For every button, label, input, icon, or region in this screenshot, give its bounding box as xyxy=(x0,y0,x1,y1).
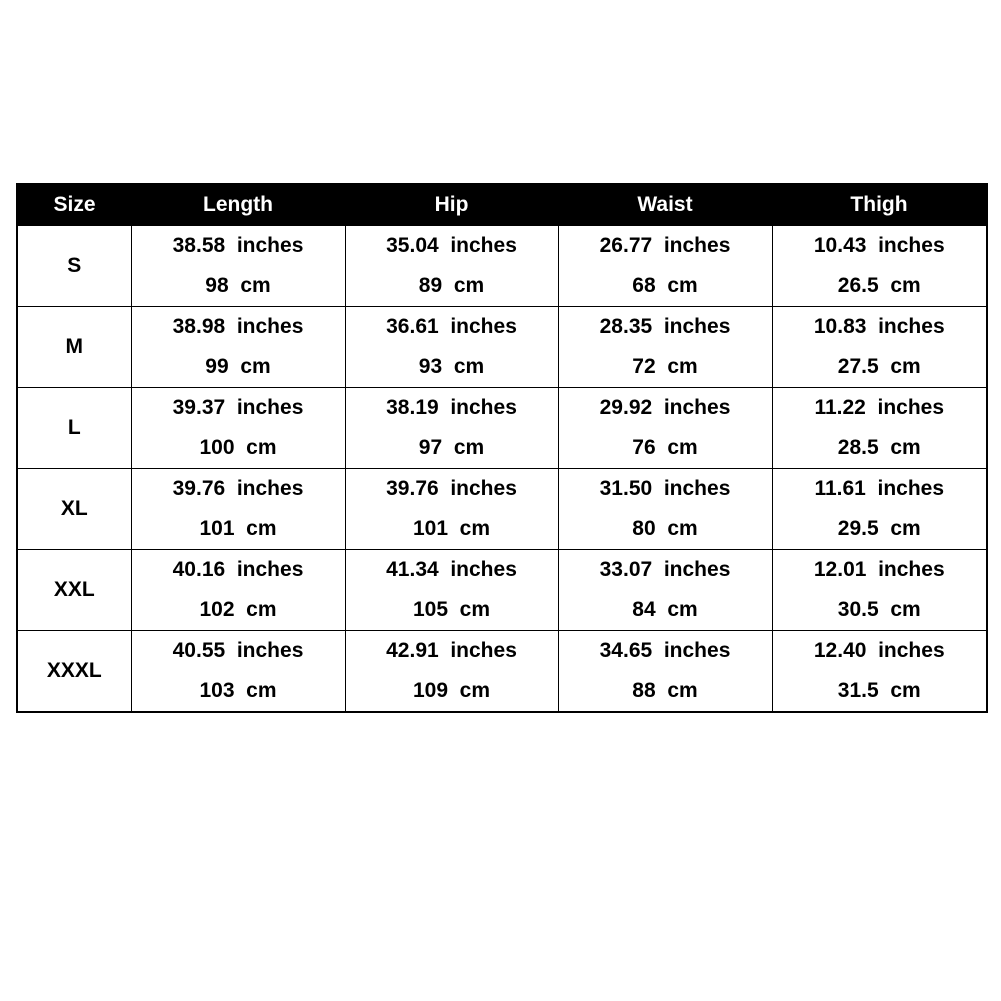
inches-value: 42.91 inches xyxy=(386,639,517,662)
length-cell xyxy=(131,550,345,631)
cm-value: 101 cm xyxy=(412,517,491,540)
cm-value: 30.5 cm xyxy=(837,598,921,621)
table-row xyxy=(17,307,987,388)
table-row xyxy=(17,226,987,307)
cm-value: 76 cm xyxy=(632,436,698,459)
size-chart-table xyxy=(16,183,988,713)
thigh-cell xyxy=(772,226,987,307)
hip-cell xyxy=(345,307,558,388)
thigh-cell xyxy=(772,388,987,469)
length-cell xyxy=(131,469,345,550)
cm-value: 89 cm xyxy=(418,274,485,297)
waist-cell xyxy=(558,307,772,388)
inches-value: 36.61 inches xyxy=(386,315,517,338)
inches-value: 40.16 inches xyxy=(172,558,304,581)
length-cell xyxy=(131,388,345,469)
inches-value: 39.76 inches xyxy=(172,477,304,500)
cm-value: 68 cm xyxy=(632,274,698,297)
inches-value: 34.65 inches xyxy=(599,639,731,662)
thigh-cell xyxy=(772,550,987,631)
inches-value: 39.76 inches xyxy=(386,477,517,500)
size-label: S xyxy=(17,226,131,307)
waist-cell xyxy=(558,469,772,550)
cm-value: 101 cm xyxy=(199,517,277,540)
table-row xyxy=(17,550,987,631)
cm-value: 84 cm xyxy=(632,598,698,621)
cm-value: 93 cm xyxy=(418,355,485,378)
header-size: Size xyxy=(17,184,131,226)
table-row xyxy=(17,631,987,713)
cm-value: 99 cm xyxy=(205,355,271,378)
inches-value: 11.61 inches xyxy=(814,477,945,500)
header-row xyxy=(17,184,987,226)
inches-value: 41.34 inches xyxy=(386,558,517,581)
waist-cell xyxy=(558,550,772,631)
header-thigh: Thigh xyxy=(772,184,987,226)
inches-value: 12.01 inches xyxy=(813,558,945,581)
hip-cell xyxy=(345,469,558,550)
cm-value: 103 cm xyxy=(199,679,277,702)
cm-value: 97 cm xyxy=(418,436,485,459)
cm-value: 26.5 cm xyxy=(837,274,921,297)
cm-value: 28.5 cm xyxy=(837,436,921,459)
cm-value: 27.5 cm xyxy=(837,355,921,378)
cm-value: 100 cm xyxy=(199,436,277,459)
table-row xyxy=(17,388,987,469)
inches-value: 28.35 inches xyxy=(599,315,731,338)
inches-value: 38.58 inches xyxy=(172,234,304,257)
hip-cell xyxy=(345,388,558,469)
size-label: XXXL xyxy=(17,631,131,713)
size-label: XL xyxy=(17,469,131,550)
length-cell xyxy=(131,226,345,307)
header-length: Length xyxy=(131,184,345,226)
inches-value: 10.83 inches xyxy=(813,315,945,338)
waist-cell xyxy=(558,226,772,307)
inches-value: 38.19 inches xyxy=(386,396,517,419)
cm-value: 109 cm xyxy=(412,679,491,702)
table-body xyxy=(17,226,987,713)
inches-value: 39.37 inches xyxy=(172,396,304,419)
length-cell xyxy=(131,307,345,388)
inches-value: 12.40 inches xyxy=(813,639,945,662)
cm-value: 72 cm xyxy=(632,355,698,378)
cm-value: 29.5 cm xyxy=(837,517,921,540)
size-label: XXL xyxy=(17,550,131,631)
length-cell xyxy=(131,631,345,713)
inches-value: 26.77 inches xyxy=(599,234,731,257)
inches-value: 29.92 inches xyxy=(599,396,731,419)
hip-cell xyxy=(345,631,558,713)
table-header xyxy=(17,184,987,226)
waist-cell xyxy=(558,388,772,469)
inches-value: 10.43 inches xyxy=(813,234,945,257)
cm-value: 98 cm xyxy=(205,274,271,297)
header-hip: Hip xyxy=(345,184,558,226)
inches-value: 38.98 inches xyxy=(172,315,304,338)
size-label: L xyxy=(17,388,131,469)
inches-value: 40.55 inches xyxy=(172,639,304,662)
thigh-cell xyxy=(772,307,987,388)
inches-value: 31.50 inches xyxy=(599,477,731,500)
cm-value: 80 cm xyxy=(632,517,698,540)
cm-value: 88 cm xyxy=(632,679,698,702)
cm-value: 102 cm xyxy=(199,598,277,621)
cm-value: 105 cm xyxy=(412,598,491,621)
hip-cell xyxy=(345,550,558,631)
hip-cell xyxy=(345,226,558,307)
table-row xyxy=(17,469,987,550)
cm-value: 31.5 cm xyxy=(837,679,921,702)
thigh-cell xyxy=(772,631,987,713)
inches-value: 11.22 inches xyxy=(814,396,945,419)
size-label: M xyxy=(17,307,131,388)
header-waist: Waist xyxy=(558,184,772,226)
inches-value: 33.07 inches xyxy=(599,558,731,581)
waist-cell xyxy=(558,631,772,713)
inches-value: 35.04 inches xyxy=(386,234,517,257)
thigh-cell xyxy=(772,469,987,550)
